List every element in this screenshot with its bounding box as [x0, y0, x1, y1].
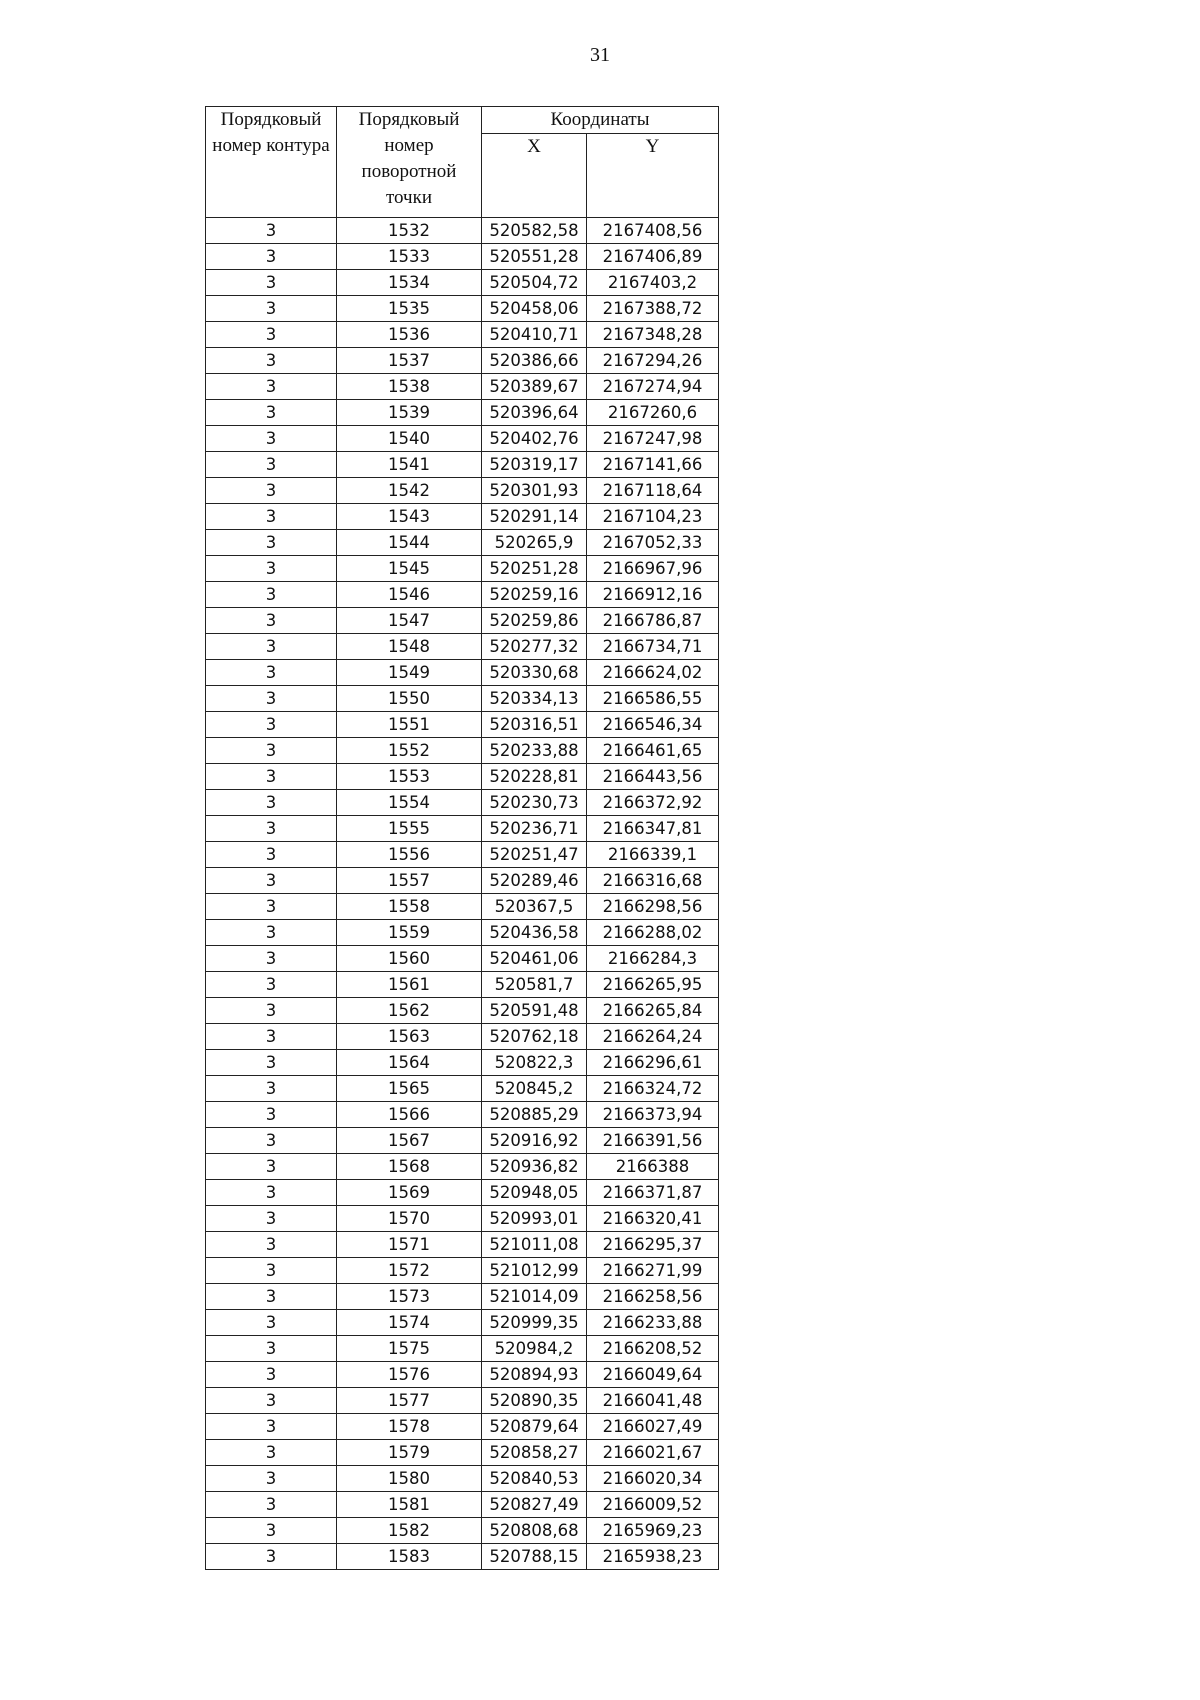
x-coordinate-cell: 520236,71 [482, 816, 587, 842]
point-number-cell: 1573 [337, 1284, 482, 1310]
point-number-cell: 1538 [337, 374, 482, 400]
y-coordinate-cell: 2165938,23 [587, 1544, 719, 1570]
y-coordinate-cell: 2166020,34 [587, 1466, 719, 1492]
table-row [206, 972, 719, 998]
y-coordinate-cell: 2166586,55 [587, 686, 719, 712]
table-row [206, 582, 719, 608]
x-coordinate-cell: 520504,72 [482, 270, 587, 296]
contour-number-cell: 3 [206, 1518, 337, 1544]
table-row [206, 1362, 719, 1388]
table-row [206, 1232, 719, 1258]
contour-number-cell: 3 [206, 452, 337, 478]
y-coordinate-cell: 2166388 [587, 1154, 719, 1180]
y-coordinate-cell: 2166347,81 [587, 816, 719, 842]
point-number-cell: 1582 [337, 1518, 482, 1544]
table-row [206, 1206, 719, 1232]
table-row [206, 1310, 719, 1336]
table-row [206, 1336, 719, 1362]
contour-number-cell: 3 [206, 1388, 337, 1414]
contour-number-cell: 3 [206, 374, 337, 400]
x-coordinate-cell: 520251,28 [482, 556, 587, 582]
contour-number-cell: 3 [206, 816, 337, 842]
y-coordinate-cell: 2166316,68 [587, 868, 719, 894]
point-number-cell: 1558 [337, 894, 482, 920]
point-number-cell: 1537 [337, 348, 482, 374]
point-number-cell: 1551 [337, 712, 482, 738]
x-coordinate-cell: 520827,49 [482, 1492, 587, 1518]
contour-number-cell: 3 [206, 1336, 337, 1362]
x-coordinate-cell: 520948,05 [482, 1180, 587, 1206]
y-coordinate-cell: 2167348,28 [587, 322, 719, 348]
y-coordinate-cell: 2167104,23 [587, 504, 719, 530]
table-row [206, 1258, 719, 1284]
y-coordinate-cell: 2166258,56 [587, 1284, 719, 1310]
point-number-cell: 1542 [337, 478, 482, 504]
x-coordinate-cell: 520894,93 [482, 1362, 587, 1388]
contour-number-cell: 3 [206, 1284, 337, 1310]
x-coordinate-cell: 520334,13 [482, 686, 587, 712]
y-coordinate-cell: 2166027,49 [587, 1414, 719, 1440]
point-number-cell: 1583 [337, 1544, 482, 1570]
header-y: Y [587, 134, 719, 218]
table-row [206, 218, 719, 244]
table-row [206, 452, 719, 478]
y-coordinate-cell: 2166009,52 [587, 1492, 719, 1518]
y-coordinate-cell: 2166288,02 [587, 920, 719, 946]
table-row [206, 894, 719, 920]
table-row [206, 868, 719, 894]
contour-number-cell: 3 [206, 608, 337, 634]
x-coordinate-cell: 520330,68 [482, 660, 587, 686]
contour-number-cell: 3 [206, 1362, 337, 1388]
contour-number-cell: 3 [206, 946, 337, 972]
table-row [206, 1414, 719, 1440]
y-coordinate-cell: 2166624,02 [587, 660, 719, 686]
y-coordinate-cell: 2167388,72 [587, 296, 719, 322]
point-number-cell: 1532 [337, 218, 482, 244]
y-coordinate-cell: 2166373,94 [587, 1102, 719, 1128]
point-number-cell: 1535 [337, 296, 482, 322]
point-number-cell: 1550 [337, 686, 482, 712]
point-number-cell: 1576 [337, 1362, 482, 1388]
x-coordinate-cell: 520984,2 [482, 1336, 587, 1362]
y-coordinate-cell: 2166734,71 [587, 634, 719, 660]
x-coordinate-cell: 520291,14 [482, 504, 587, 530]
contour-number-cell: 3 [206, 270, 337, 296]
contour-number-cell: 3 [206, 244, 337, 270]
x-coordinate-cell: 520367,5 [482, 894, 587, 920]
contour-number-cell: 3 [206, 556, 337, 582]
table-header [206, 107, 719, 218]
y-coordinate-cell: 2166371,87 [587, 1180, 719, 1206]
point-number-cell: 1533 [337, 244, 482, 270]
y-coordinate-cell: 2166233,88 [587, 1310, 719, 1336]
y-coordinate-cell: 2167403,2 [587, 270, 719, 296]
point-number-cell: 1572 [337, 1258, 482, 1284]
x-coordinate-cell: 520916,92 [482, 1128, 587, 1154]
contour-number-cell: 3 [206, 1050, 337, 1076]
point-number-cell: 1557 [337, 868, 482, 894]
contour-number-cell: 3 [206, 400, 337, 426]
x-coordinate-cell: 520277,32 [482, 634, 587, 660]
contour-number-cell: 3 [206, 1466, 337, 1492]
x-coordinate-cell: 520879,64 [482, 1414, 587, 1440]
header-contour-number: Порядковый номер контура [206, 107, 337, 218]
contour-number-cell: 3 [206, 894, 337, 920]
table-row [206, 296, 719, 322]
table-row [206, 426, 719, 452]
point-number-cell: 1548 [337, 634, 482, 660]
contour-number-cell: 3 [206, 998, 337, 1024]
x-coordinate-cell: 520410,71 [482, 322, 587, 348]
x-coordinate-cell: 521014,09 [482, 1284, 587, 1310]
point-number-cell: 1564 [337, 1050, 482, 1076]
y-coordinate-cell: 2166320,41 [587, 1206, 719, 1232]
y-coordinate-cell: 2165969,23 [587, 1518, 719, 1544]
point-number-cell: 1566 [337, 1102, 482, 1128]
point-number-cell: 1578 [337, 1414, 482, 1440]
table-row [206, 634, 719, 660]
point-number-cell: 1536 [337, 322, 482, 348]
table-row [206, 504, 719, 530]
y-coordinate-cell: 2166265,84 [587, 998, 719, 1024]
x-coordinate-cell: 520259,86 [482, 608, 587, 634]
contour-number-cell: 3 [206, 296, 337, 322]
x-coordinate-cell: 520840,53 [482, 1466, 587, 1492]
table-row [206, 1544, 719, 1570]
y-coordinate-cell: 2166265,95 [587, 972, 719, 998]
contour-number-cell: 3 [206, 764, 337, 790]
y-coordinate-cell: 2166339,1 [587, 842, 719, 868]
contour-number-cell: 3 [206, 1310, 337, 1336]
point-number-cell: 1560 [337, 946, 482, 972]
page-number: 31 [590, 44, 610, 66]
point-number-cell: 1552 [337, 738, 482, 764]
y-coordinate-cell: 2166284,3 [587, 946, 719, 972]
table-row [206, 348, 719, 374]
table-row [206, 1024, 719, 1050]
point-number-cell: 1539 [337, 400, 482, 426]
contour-number-cell: 3 [206, 1258, 337, 1284]
y-coordinate-cell: 2166461,65 [587, 738, 719, 764]
y-coordinate-cell: 2166967,96 [587, 556, 719, 582]
table-row [206, 1050, 719, 1076]
table-row [206, 1492, 719, 1518]
point-number-cell: 1575 [337, 1336, 482, 1362]
table-row [206, 1076, 719, 1102]
table-row [206, 1466, 719, 1492]
y-coordinate-cell: 2166295,37 [587, 1232, 719, 1258]
x-coordinate-cell: 520230,73 [482, 790, 587, 816]
table-row [206, 374, 719, 400]
table-row [206, 660, 719, 686]
table-row [206, 556, 719, 582]
point-number-cell: 1579 [337, 1440, 482, 1466]
x-coordinate-cell: 520993,01 [482, 1206, 587, 1232]
x-coordinate-cell: 521011,08 [482, 1232, 587, 1258]
point-number-cell: 1553 [337, 764, 482, 790]
table-row [206, 244, 719, 270]
point-number-cell: 1577 [337, 1388, 482, 1414]
x-coordinate-cell: 520551,28 [482, 244, 587, 270]
y-coordinate-cell: 2166786,87 [587, 608, 719, 634]
y-coordinate-cell: 2166443,56 [587, 764, 719, 790]
contour-number-cell: 3 [206, 1076, 337, 1102]
header-x: X [482, 134, 587, 218]
point-number-cell: 1580 [337, 1466, 482, 1492]
point-number-cell: 1562 [337, 998, 482, 1024]
y-coordinate-cell: 2166021,67 [587, 1440, 719, 1466]
point-number-cell: 1561 [337, 972, 482, 998]
table-row [206, 1284, 719, 1310]
y-coordinate-cell: 2166324,72 [587, 1076, 719, 1102]
table-row [206, 738, 719, 764]
y-coordinate-cell: 2166912,16 [587, 582, 719, 608]
x-coordinate-cell: 520301,93 [482, 478, 587, 504]
point-number-cell: 1544 [337, 530, 482, 556]
contour-number-cell: 3 [206, 1180, 337, 1206]
table-row [206, 608, 719, 634]
point-number-cell: 1570 [337, 1206, 482, 1232]
x-coordinate-cell: 520762,18 [482, 1024, 587, 1050]
point-number-cell: 1556 [337, 842, 482, 868]
contour-number-cell: 3 [206, 1206, 337, 1232]
contour-number-cell: 3 [206, 1440, 337, 1466]
x-coordinate-cell: 520822,3 [482, 1050, 587, 1076]
x-coordinate-cell: 520885,29 [482, 1102, 587, 1128]
y-coordinate-cell: 2166391,56 [587, 1128, 719, 1154]
x-coordinate-cell: 520581,7 [482, 972, 587, 998]
table-body [206, 218, 719, 1570]
x-coordinate-cell: 520458,06 [482, 296, 587, 322]
table-row [206, 816, 719, 842]
point-number-cell: 1567 [337, 1128, 482, 1154]
y-coordinate-cell: 2166296,61 [587, 1050, 719, 1076]
table-row [206, 322, 719, 348]
table-row [206, 1180, 719, 1206]
point-number-cell: 1574 [337, 1310, 482, 1336]
table-row [206, 478, 719, 504]
y-coordinate-cell: 2166298,56 [587, 894, 719, 920]
contour-number-cell: 3 [206, 426, 337, 452]
table-row [206, 270, 719, 296]
y-coordinate-cell: 2167247,98 [587, 426, 719, 452]
x-coordinate-cell: 520386,66 [482, 348, 587, 374]
x-coordinate-cell: 520808,68 [482, 1518, 587, 1544]
contour-number-cell: 3 [206, 1492, 337, 1518]
contour-number-cell: 3 [206, 972, 337, 998]
x-coordinate-cell: 520389,67 [482, 374, 587, 400]
x-coordinate-cell: 520845,2 [482, 1076, 587, 1102]
x-coordinate-cell: 520591,48 [482, 998, 587, 1024]
y-coordinate-cell: 2167052,33 [587, 530, 719, 556]
y-coordinate-cell: 2166049,64 [587, 1362, 719, 1388]
point-number-cell: 1546 [337, 582, 482, 608]
contour-number-cell: 3 [206, 1024, 337, 1050]
table-row [206, 530, 719, 556]
contour-number-cell: 3 [206, 1154, 337, 1180]
header-coordinates: Координаты [482, 107, 719, 134]
table-row [206, 1128, 719, 1154]
table-row [206, 790, 719, 816]
point-number-cell: 1534 [337, 270, 482, 296]
coordinates-table [205, 106, 719, 1570]
x-coordinate-cell: 520265,9 [482, 530, 587, 556]
table-row [206, 712, 719, 738]
table-row [206, 686, 719, 712]
x-coordinate-cell: 520582,58 [482, 218, 587, 244]
contour-number-cell: 3 [206, 504, 337, 530]
x-coordinate-cell: 520999,35 [482, 1310, 587, 1336]
contour-number-cell: 3 [206, 1102, 337, 1128]
point-number-cell: 1555 [337, 816, 482, 842]
table-row [206, 1440, 719, 1466]
y-coordinate-cell: 2167141,66 [587, 452, 719, 478]
header-point-number: Порядковый номер поворотной точки [337, 107, 482, 218]
x-coordinate-cell: 520233,88 [482, 738, 587, 764]
contour-number-cell: 3 [206, 738, 337, 764]
y-coordinate-cell: 2166372,92 [587, 790, 719, 816]
y-coordinate-cell: 2167408,56 [587, 218, 719, 244]
x-coordinate-cell: 520858,27 [482, 1440, 587, 1466]
x-coordinate-cell: 520316,51 [482, 712, 587, 738]
point-number-cell: 1569 [337, 1180, 482, 1206]
point-number-cell: 1563 [337, 1024, 482, 1050]
y-coordinate-cell: 2166546,34 [587, 712, 719, 738]
table-row [206, 998, 719, 1024]
y-coordinate-cell: 2167294,26 [587, 348, 719, 374]
contour-number-cell: 3 [206, 1128, 337, 1154]
point-number-cell: 1568 [337, 1154, 482, 1180]
contour-number-cell: 3 [206, 322, 337, 348]
point-number-cell: 1547 [337, 608, 482, 634]
table-row [206, 764, 719, 790]
contour-number-cell: 3 [206, 1544, 337, 1570]
table-row [206, 842, 719, 868]
x-coordinate-cell: 520890,35 [482, 1388, 587, 1414]
y-coordinate-cell: 2166264,24 [587, 1024, 719, 1050]
contour-number-cell: 3 [206, 790, 337, 816]
x-coordinate-cell: 520788,15 [482, 1544, 587, 1570]
table-row [206, 920, 719, 946]
contour-number-cell: 3 [206, 842, 337, 868]
y-coordinate-cell: 2166271,99 [587, 1258, 719, 1284]
point-number-cell: 1554 [337, 790, 482, 816]
contour-number-cell: 3 [206, 218, 337, 244]
point-number-cell: 1545 [337, 556, 482, 582]
table-row [206, 1102, 719, 1128]
x-coordinate-cell: 520402,76 [482, 426, 587, 452]
y-coordinate-cell: 2166041,48 [587, 1388, 719, 1414]
y-coordinate-cell: 2167406,89 [587, 244, 719, 270]
contour-number-cell: 3 [206, 582, 337, 608]
table-row [206, 1154, 719, 1180]
point-number-cell: 1541 [337, 452, 482, 478]
table-row [206, 1388, 719, 1414]
contour-number-cell: 3 [206, 634, 337, 660]
x-coordinate-cell: 520251,47 [482, 842, 587, 868]
point-number-cell: 1540 [337, 426, 482, 452]
x-coordinate-cell: 520228,81 [482, 764, 587, 790]
contour-number-cell: 3 [206, 920, 337, 946]
x-coordinate-cell: 521012,99 [482, 1258, 587, 1284]
x-coordinate-cell: 520289,46 [482, 868, 587, 894]
contour-number-cell: 3 [206, 712, 337, 738]
point-number-cell: 1543 [337, 504, 482, 530]
table-row [206, 946, 719, 972]
contour-number-cell: 3 [206, 348, 337, 374]
point-number-cell: 1565 [337, 1076, 482, 1102]
contour-number-cell: 3 [206, 1414, 337, 1440]
table-row [206, 1518, 719, 1544]
contour-number-cell: 3 [206, 660, 337, 686]
y-coordinate-cell: 2167260,6 [587, 400, 719, 426]
y-coordinate-cell: 2167118,64 [587, 478, 719, 504]
point-number-cell: 1559 [337, 920, 482, 946]
x-coordinate-cell: 520461,06 [482, 946, 587, 972]
y-coordinate-cell: 2167274,94 [587, 374, 719, 400]
contour-number-cell: 3 [206, 1232, 337, 1258]
point-number-cell: 1581 [337, 1492, 482, 1518]
contour-number-cell: 3 [206, 868, 337, 894]
x-coordinate-cell: 520259,16 [482, 582, 587, 608]
x-coordinate-cell: 520319,17 [482, 452, 587, 478]
x-coordinate-cell: 520436,58 [482, 920, 587, 946]
contour-number-cell: 3 [206, 686, 337, 712]
table-row [206, 400, 719, 426]
x-coordinate-cell: 520396,64 [482, 400, 587, 426]
point-number-cell: 1549 [337, 660, 482, 686]
contour-number-cell: 3 [206, 530, 337, 556]
contour-number-cell: 3 [206, 478, 337, 504]
x-coordinate-cell: 520936,82 [482, 1154, 587, 1180]
point-number-cell: 1571 [337, 1232, 482, 1258]
y-coordinate-cell: 2166208,52 [587, 1336, 719, 1362]
